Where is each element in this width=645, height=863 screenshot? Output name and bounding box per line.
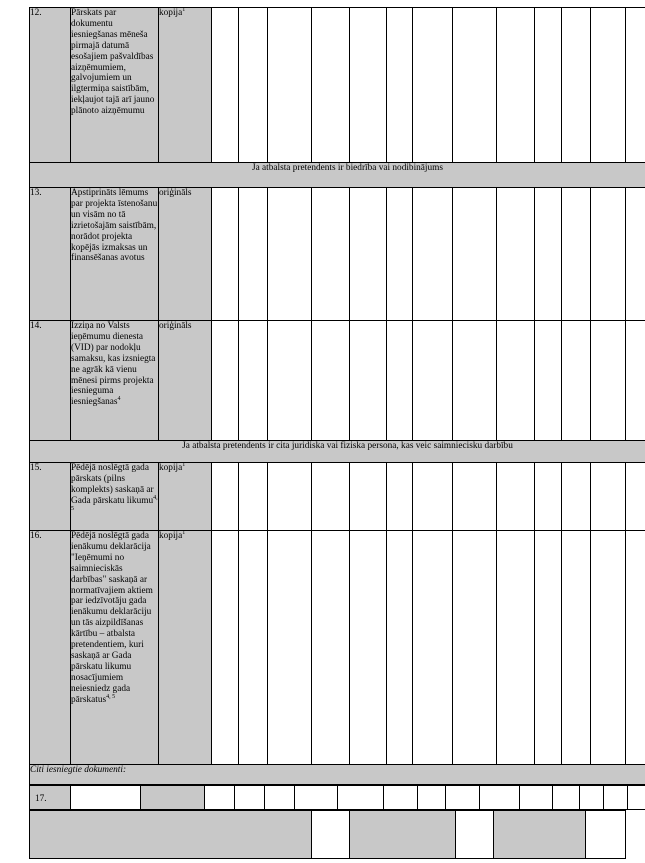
entry-cell[interactable] bbox=[350, 188, 387, 321]
entry-cell[interactable] bbox=[413, 8, 453, 163]
document-type: kopija$^1$ bbox=[159, 463, 212, 531]
entry-cell[interactable] bbox=[591, 8, 626, 163]
row-number: 12. bbox=[30, 8, 71, 163]
entry-cell[interactable] bbox=[212, 463, 239, 531]
section-header-association: Ja atbalsta pretendents ir biedrība vai nodibinājums bbox=[30, 163, 645, 188]
entry-cell[interactable] bbox=[562, 321, 591, 441]
entry-cell[interactable] bbox=[535, 321, 562, 441]
entry-cell[interactable] bbox=[212, 8, 239, 163]
document-name-input[interactable] bbox=[71, 786, 141, 810]
entry-cell[interactable] bbox=[384, 786, 418, 810]
entry-cell[interactable] bbox=[268, 8, 312, 163]
summary-table bbox=[29, 810, 626, 859]
entry-cell[interactable] bbox=[604, 786, 628, 810]
entry-cell[interactable] bbox=[628, 786, 645, 810]
section-header-row bbox=[30, 163, 645, 188]
entry-cell[interactable] bbox=[626, 531, 645, 765]
entry-cell[interactable] bbox=[239, 321, 268, 441]
documents-table bbox=[29, 7, 645, 785]
entry-cell[interactable] bbox=[553, 786, 580, 810]
entry-cell[interactable] bbox=[453, 188, 497, 321]
entry-cell[interactable] bbox=[239, 463, 268, 531]
entry-cell[interactable] bbox=[350, 8, 387, 163]
entry-cell[interactable] bbox=[497, 463, 535, 531]
entry-cell[interactable] bbox=[239, 531, 268, 765]
entry-cell[interactable] bbox=[212, 321, 239, 441]
document-type: kopija$^1$ bbox=[159, 8, 212, 163]
entry-cell[interactable] bbox=[268, 188, 312, 321]
summary-label-cell bbox=[30, 811, 312, 859]
document-name: Izziņa no Valsts ieņēmumu dienesta (VID) par nodokļu samaksu, kas izsniegta ne agrāk kā vienu mēnesi pirms projekta iesnieguma iesniegšanas$^4$ bbox=[71, 321, 159, 441]
table-row bbox=[30, 188, 645, 321]
entry-cell[interactable] bbox=[268, 531, 312, 765]
summary-shaded-cell bbox=[350, 811, 456, 859]
summary-entry-cell[interactable] bbox=[312, 811, 350, 859]
entry-cell[interactable] bbox=[453, 463, 497, 531]
entry-cell[interactable] bbox=[387, 321, 413, 441]
entry-cell[interactable] bbox=[387, 8, 413, 163]
entry-cell[interactable] bbox=[338, 786, 384, 810]
entry-cell[interactable] bbox=[626, 463, 645, 531]
entry-cell[interactable] bbox=[205, 786, 235, 810]
section-header-other-documents: Citi iesniegtie dokumenti: bbox=[30, 765, 645, 785]
document-name: Pēdējā noslēgtā gada ienākumu deklarācija "Ieņēmumi no saimnieciskās darbības" saskaņā ar normatīvajiem aktiem par iedzīvotāju gada ienākumu deklarāciju un tās aizpildīšanas kārtību – atbalsta pretendentiem, kuri saskaņā ar Gada pārskatu likumu nosacījumiem neiesniedz gada pārskatus$^{4, 5}$ bbox=[71, 531, 159, 765]
other-documents-table bbox=[29, 785, 645, 810]
entry-cell[interactable] bbox=[497, 321, 535, 441]
entry-cell[interactable] bbox=[453, 531, 497, 765]
entry-cell[interactable] bbox=[350, 321, 387, 441]
document-type-cell bbox=[141, 786, 205, 810]
document-type: oriģināls bbox=[159, 321, 212, 441]
entry-cell[interactable] bbox=[387, 531, 413, 765]
entry-cell[interactable] bbox=[413, 463, 453, 531]
entry-cell[interactable] bbox=[535, 8, 562, 163]
entry-cell[interactable] bbox=[453, 321, 497, 441]
entry-cell[interactable] bbox=[497, 531, 535, 765]
entry-cell[interactable] bbox=[265, 786, 295, 810]
entry-cell[interactable] bbox=[295, 786, 338, 810]
entry-cell[interactable] bbox=[535, 463, 562, 531]
entry-cell[interactable] bbox=[350, 463, 387, 531]
table-row bbox=[30, 463, 645, 531]
document-name: Pēdējā noslēgtā gada pārskats (pilns komplekts) saskaņā ar Gada pārskatu likumu$^{4, 5}$ bbox=[71, 463, 159, 531]
entry-cell[interactable] bbox=[350, 531, 387, 765]
entry-cell[interactable] bbox=[626, 8, 645, 163]
entry-cell[interactable] bbox=[312, 321, 350, 441]
entry-cell[interactable] bbox=[562, 463, 591, 531]
entry-cell[interactable] bbox=[591, 463, 626, 531]
entry-cell[interactable] bbox=[212, 531, 239, 765]
summary-row bbox=[30, 811, 626, 859]
entry-cell[interactable] bbox=[446, 786, 480, 810]
entry-cell[interactable] bbox=[312, 8, 350, 163]
entry-cell[interactable] bbox=[268, 321, 312, 441]
entry-cell[interactable] bbox=[562, 188, 591, 321]
entry-cell[interactable] bbox=[591, 321, 626, 441]
entry-cell[interactable] bbox=[312, 188, 350, 321]
document-checklist bbox=[29, 7, 625, 859]
document-type: oriģināls bbox=[159, 188, 212, 321]
section-header-row bbox=[30, 765, 645, 785]
entry-cell[interactable] bbox=[387, 463, 413, 531]
row-number: 15. bbox=[30, 463, 71, 531]
entry-cell[interactable] bbox=[387, 188, 413, 321]
entry-cell[interactable] bbox=[591, 531, 626, 765]
row-number: 14. bbox=[30, 321, 71, 441]
entry-cell[interactable] bbox=[626, 188, 645, 321]
table-row bbox=[30, 8, 645, 163]
entry-cell[interactable] bbox=[497, 188, 535, 321]
entry-cell[interactable] bbox=[480, 786, 520, 810]
entry-cell[interactable] bbox=[591, 188, 626, 321]
summary-entry-cell[interactable] bbox=[586, 811, 626, 859]
entry-cell[interactable] bbox=[453, 8, 497, 163]
entry-cell[interactable] bbox=[413, 321, 453, 441]
table-row bbox=[30, 321, 645, 441]
summary-shaded-cell bbox=[494, 811, 586, 859]
entry-cell[interactable] bbox=[413, 531, 453, 765]
entry-cell[interactable] bbox=[535, 188, 562, 321]
row-number: 16. bbox=[30, 531, 71, 765]
entry-cell[interactable] bbox=[520, 786, 553, 810]
entry-cell[interactable] bbox=[312, 531, 350, 765]
document-name: Pārskats par dokumentu iesniegšanas mēneša pirmajā datumā esošajiem pašvaldības aizņēmumiem, galvojumiem un ilgtermiņa saistībām, iekļaujot tajā arī jauno plānoto aizņēmumu bbox=[71, 8, 159, 163]
table-row bbox=[30, 786, 645, 810]
entry-cell[interactable] bbox=[497, 8, 535, 163]
document-type: kopija$^1$ bbox=[159, 531, 212, 765]
entry-cell[interactable] bbox=[562, 531, 591, 765]
entry-cell[interactable] bbox=[626, 321, 645, 441]
entry-cell[interactable] bbox=[235, 786, 265, 810]
entry-cell[interactable] bbox=[268, 463, 312, 531]
entry-cell[interactable] bbox=[312, 463, 350, 531]
entry-cell[interactable] bbox=[535, 531, 562, 765]
entry-cell[interactable] bbox=[212, 188, 239, 321]
row-number: 17. bbox=[30, 786, 71, 810]
entry-cell[interactable] bbox=[239, 188, 268, 321]
summary-entry-cell[interactable] bbox=[456, 811, 494, 859]
document-name: Apstiprināts lēmums par projekta īstenošanu un visām no tā izrietošajām saistībām, norādot projekta kopējās izmaksas un finansēšanas avotus bbox=[71, 188, 159, 321]
section-header-other-entity: Ja atbalsta pretendents ir cita juridiska vai fiziska persona, kas veic saimniecisku darbību bbox=[30, 441, 645, 463]
row-number: 13. bbox=[30, 188, 71, 321]
section-header-row bbox=[30, 441, 645, 463]
table-row bbox=[30, 531, 645, 765]
entry-cell[interactable] bbox=[580, 786, 604, 810]
entry-cell[interactable] bbox=[413, 188, 453, 321]
entry-cell[interactable] bbox=[562, 8, 591, 163]
entry-cell[interactable] bbox=[418, 786, 446, 810]
entry-cell[interactable] bbox=[239, 8, 268, 163]
